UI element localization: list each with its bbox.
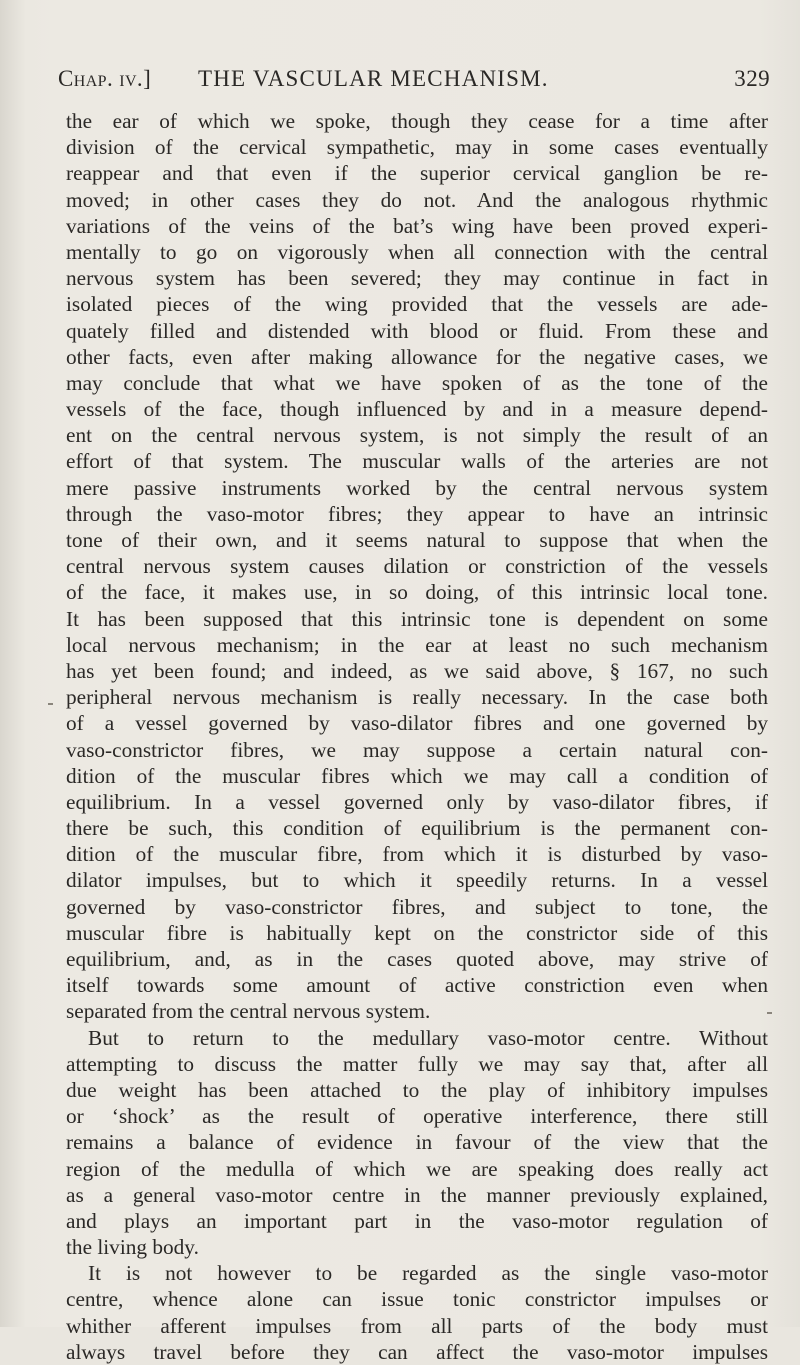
text-line: the living body. (66, 1235, 199, 1260)
text-line: dition of the muscular fibre, from which it is disturbed by vaso- (66, 842, 768, 867)
text-line: mentally to go on vigorously when all connection with the central (66, 239, 768, 264)
page-number: 329 (734, 66, 770, 91)
text-line: may conclude that what we have spoken of as the tone of the (66, 370, 768, 395)
text-line: of a vessel governed by vaso-dilator fibres and one governed by (66, 711, 768, 736)
text-line: due weight has been attached to the play of inhibitory impulses (66, 1077, 768, 1102)
text-line: attempting to discuss the matter fully we may say that, after all (66, 1051, 768, 1076)
text-line: isolated pieces of the wing provided that the vessels are ade- (66, 292, 768, 317)
text-line: as a general vaso-motor centre in the manner previously explained, (66, 1182, 768, 1207)
text-line: has yet been found; and indeed, as we said above, § 167, no such (66, 658, 768, 683)
text-line: effort of that system. The muscular walls of the arteries are not (66, 449, 768, 474)
body-text (66, 108, 768, 1365)
text-line: equilibrium. In a vessel governed only by vaso-dilator fibres, if (66, 789, 768, 814)
text-line: whither afferent impulses from all parts of the body must (66, 1313, 768, 1338)
text-line: centre, whence alone can issue tonic constrictor impulses or (66, 1287, 768, 1312)
chapter-label: Chap. iv.] (58, 66, 152, 91)
text-line: through the vaso-motor fibres; they appear to have an intrinsic (66, 501, 768, 526)
text-line: governed by vaso-constrictor fibres, and subject to tone, the (66, 894, 768, 919)
text-line: vaso-constrictor fibres, we may suppose a certain natural con- (66, 737, 768, 762)
text-line: local nervous mechanism; in the ear at least no such mechanism (66, 632, 768, 657)
text-line: of the face, it makes use, in so doing, of this intrinsic local tone. (66, 580, 768, 605)
text-line: moved; in other cases they do not. And the analogous rhythmic (66, 187, 768, 212)
text-line: separated from the central nervous system. (66, 999, 431, 1024)
text-line: equilibrium, and, as in the cases quoted above, may strive of (66, 947, 768, 971)
text-line: remains a balance of evidence in favour of the view that the (66, 1130, 768, 1155)
text-line: But to return to the medullary vaso-motor centre. Without (88, 1025, 768, 1050)
text-line: nervous system has been severed; they may continue in fact in (66, 266, 768, 291)
text-line: ent on the central nervous system, is not simply the result of an (66, 423, 768, 448)
text-line: the ear of which we spoke, though they cease for a time after (66, 109, 768, 133)
running-title: THE VASCULAR MECHANISM. (198, 66, 549, 91)
text-line: region of the medulla of which we are speaking does really act (66, 1156, 768, 1181)
text-line: mere passive instruments worked by the central nervous system (66, 475, 768, 500)
text-line: or ‘shock’ as the result of operative interference, there still (66, 1104, 768, 1129)
text-line: division of the cervical sympathetic, may in some cases eventually (66, 135, 768, 160)
text-line: always travel before they can affect the vaso-motor impulses (66, 1339, 768, 1364)
text-line: vessels of the face, though influenced by and in a measure depend- (66, 397, 768, 422)
text-line: dilator impulses, but to which it speedily returns. In a vessel (66, 868, 768, 893)
text-line: dition of the muscular fibres which we may call a condition of (66, 763, 768, 788)
text-line: other facts, even after making allowance for the negative cases, we (66, 344, 768, 369)
text-line: and plays an important part in the vaso-motor regulation of (66, 1208, 768, 1233)
text-line: tone of their own, and it seems natural to suppose that when the (66, 528, 768, 552)
text-line: reappear and that even if the superior cervical ganglion be re- (66, 161, 768, 186)
text-line: peripheral nervous mechanism is really necessary. In the case both (66, 685, 768, 710)
margin-mark (48, 703, 53, 705)
text-line: It has been supposed that this intrinsic tone is dependent on some (66, 606, 768, 631)
text-line: central nervous system causes dilation or constriction of the vessels (66, 554, 768, 579)
text-line: itself towards some amount of active constriction even when (66, 973, 768, 998)
text-line: there be such, this condition of equilibrium is the permanent con- (66, 816, 768, 841)
running-header (58, 66, 770, 98)
text-line: muscular fibre is habitually kept on the constrictor side of this (66, 920, 768, 945)
text-line: variations of the veins of the bat’s wing have been proved experi- (66, 213, 768, 238)
text-line: quately filled and distended with blood or fluid. From these and (66, 318, 768, 343)
text-line: It is not however to be regarded as the single vaso-motor (88, 1261, 768, 1286)
